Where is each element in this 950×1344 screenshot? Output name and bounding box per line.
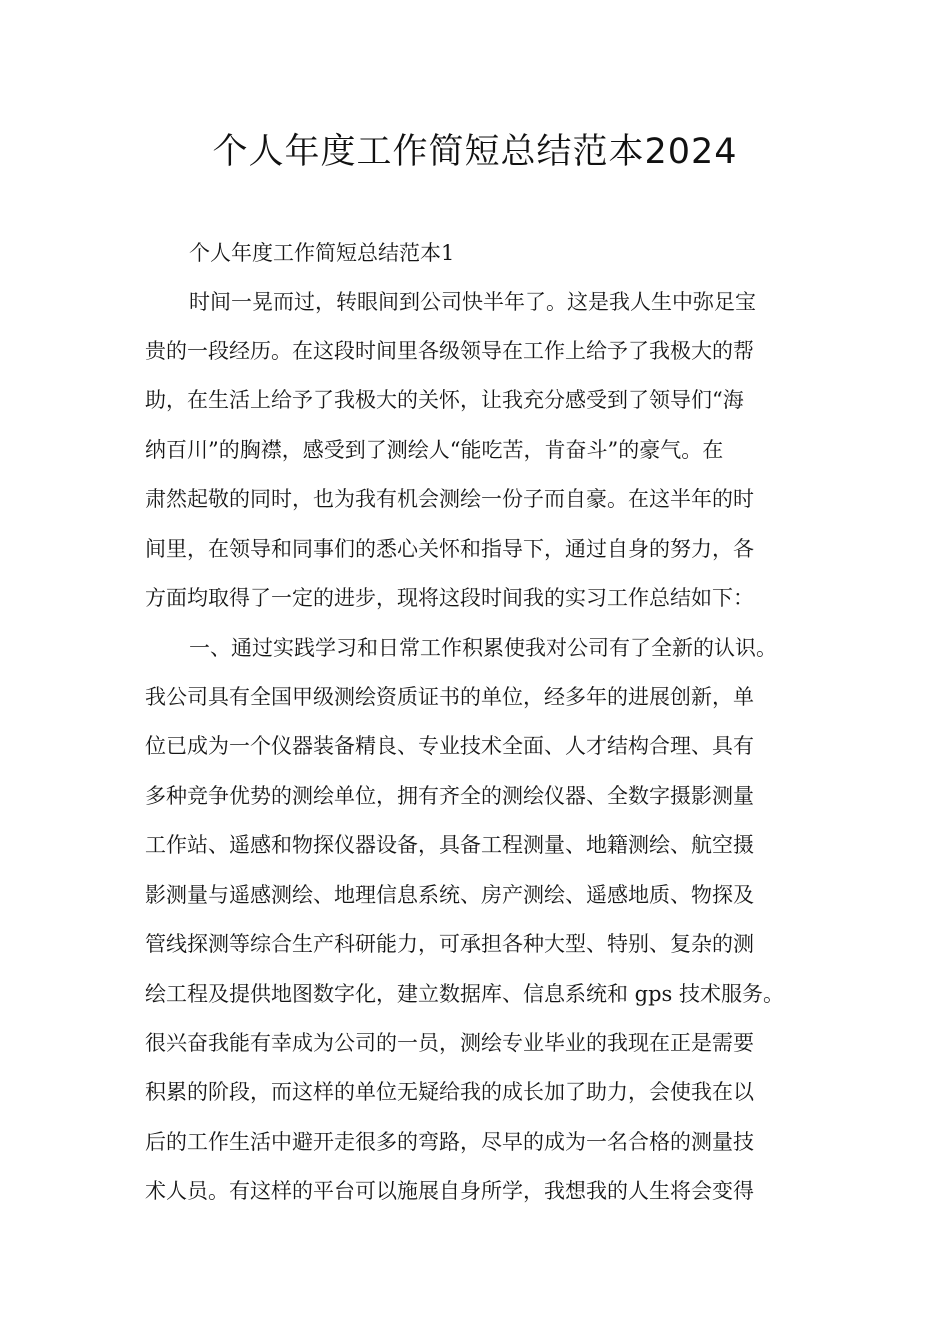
paragraph-line: 时间一晃而过，转眼间到公司快半年了。这是我人生中弥足宝 [189, 290, 756, 314]
paragraph-line: 术人员。有这样的平台可以施展自身所学，我想我的人生将会变得 [145, 1179, 754, 1203]
paragraph-line: 助，在生活上给予了我极大的关怀，让我充分感受到了领导们“海 [145, 388, 744, 412]
paragraph-line: 位已成为一个仪器装备精良、专业技术全面、人才结构合理、具有 [145, 734, 754, 758]
paragraph-line: 方面均取得了一定的进步，现将这段时间我的实习工作总结如下： [145, 586, 754, 610]
paragraph-line: 多种竞争优势的测绘单位，拥有齐全的测绘仪器、全数字摄影测量 [145, 784, 754, 808]
paragraph-line: 很兴奋我能有幸成为公司的一员，测绘专业毕业的我现在正是需要 [145, 1031, 754, 1055]
paragraph-line: 一、通过实践学习和日常工作积累使我对公司有了全新的认识。 [189, 636, 777, 660]
paragraph-line: 贵的一段经历。在这段时间里各级领导在工作上给予了我极大的帮 [145, 339, 754, 363]
paragraph-line: 工作站、遥感和物探仪器设备，具备工程测量、地籍测绘、航空摄 [145, 833, 754, 857]
paragraph-line: 影测量与遥感测绘、地理信息系统、房产测绘、遥感地质、物探及 [145, 883, 754, 907]
paragraph-line: 我公司具有全国甲级测绘资质证书的单位，经多年的进展创新，单 [145, 685, 754, 709]
paragraph-line: 后的工作生活中避开走很多的弯路，尽早的成为一名合格的测量技 [145, 1130, 754, 1154]
paragraph-line: 管线探测等综合生产科研能力，可承担各种大型、特别、复杂的测 [145, 932, 754, 956]
paragraph-line: 间里，在领导和同事们的悉心关怀和指导下，通过自身的努力，各 [145, 537, 754, 561]
paragraph-line: 积累的阶段，而这样的单位无疑给我的成长加了助力，会使我在以 [145, 1080, 754, 1104]
document-title: 个人年度工作简短总结范本2024 [212, 132, 738, 172]
paragraph-line: 肃然起敬的同时，也为我有机会测绘一份子而自豪。在这半年的时 [145, 487, 754, 511]
section-subtitle: 个人年度工作简短总结范本1 [189, 241, 455, 265]
paragraph-line: 纳百川”的胸襟，感受到了测绘人“能吃苦，肯奋斗”的豪气。在 [145, 438, 724, 462]
paragraph-line: 绘工程及提供地图数字化，建立数据库、信息系统和 gps 技术服务。 [145, 982, 785, 1006]
